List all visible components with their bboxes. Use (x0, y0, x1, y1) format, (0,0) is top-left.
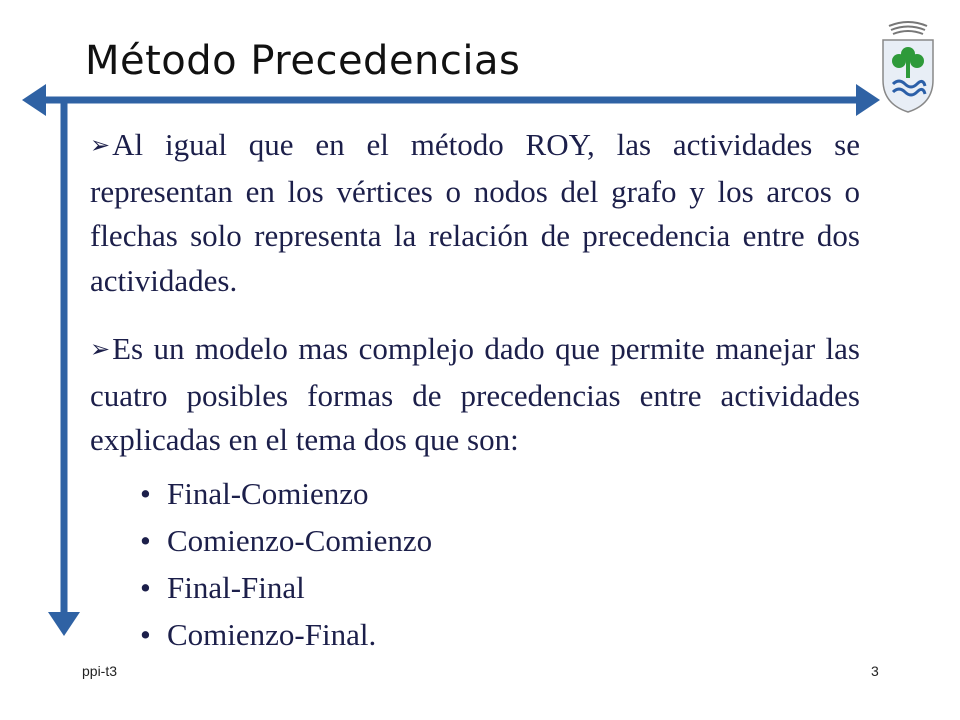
footer-label: ppi-t3 (82, 663, 118, 679)
precedence-types-list (140, 470, 432, 658)
list-item-text: Comienzo-Final. (167, 617, 377, 652)
arrow-bullet-icon: ➢ (90, 131, 111, 159)
slide-title: Método Precedencias (85, 38, 521, 84)
list-item-text: Final-Final (167, 570, 305, 605)
arrow-bullet-icon: ➢ (90, 335, 111, 363)
list-item (140, 517, 432, 564)
list-item-text: Final-Comienzo (167, 476, 369, 511)
page-number: 3 (871, 663, 879, 679)
university-crest-icon (877, 18, 939, 114)
paragraph-1 (90, 123, 860, 303)
down-arrow-head (48, 612, 80, 636)
list-item (140, 564, 432, 611)
paragraph-1-text: Al igual que en el método ROY, las actividades se representan en los vértices o nodos del grafo y los arcos o flechas solo representa la relación de precedencia entre dos actividades. (90, 127, 860, 298)
bullet-dot: • (140, 476, 151, 511)
bullet-dot: • (140, 523, 151, 558)
paragraph-2-text: Es un modelo mas complejo dado que permite manejar las cuatro posibles formas de precedencias entre actividades explicadas en el tema dos que son: (90, 331, 860, 457)
left-arrow-head (22, 84, 46, 116)
bullet-dot: • (140, 570, 151, 605)
list-item (140, 611, 432, 658)
list-item (140, 470, 432, 517)
bullet-dot: • (140, 617, 151, 652)
paragraph-2 (90, 327, 860, 463)
list-item-text: Comienzo-Comienzo (167, 523, 433, 558)
